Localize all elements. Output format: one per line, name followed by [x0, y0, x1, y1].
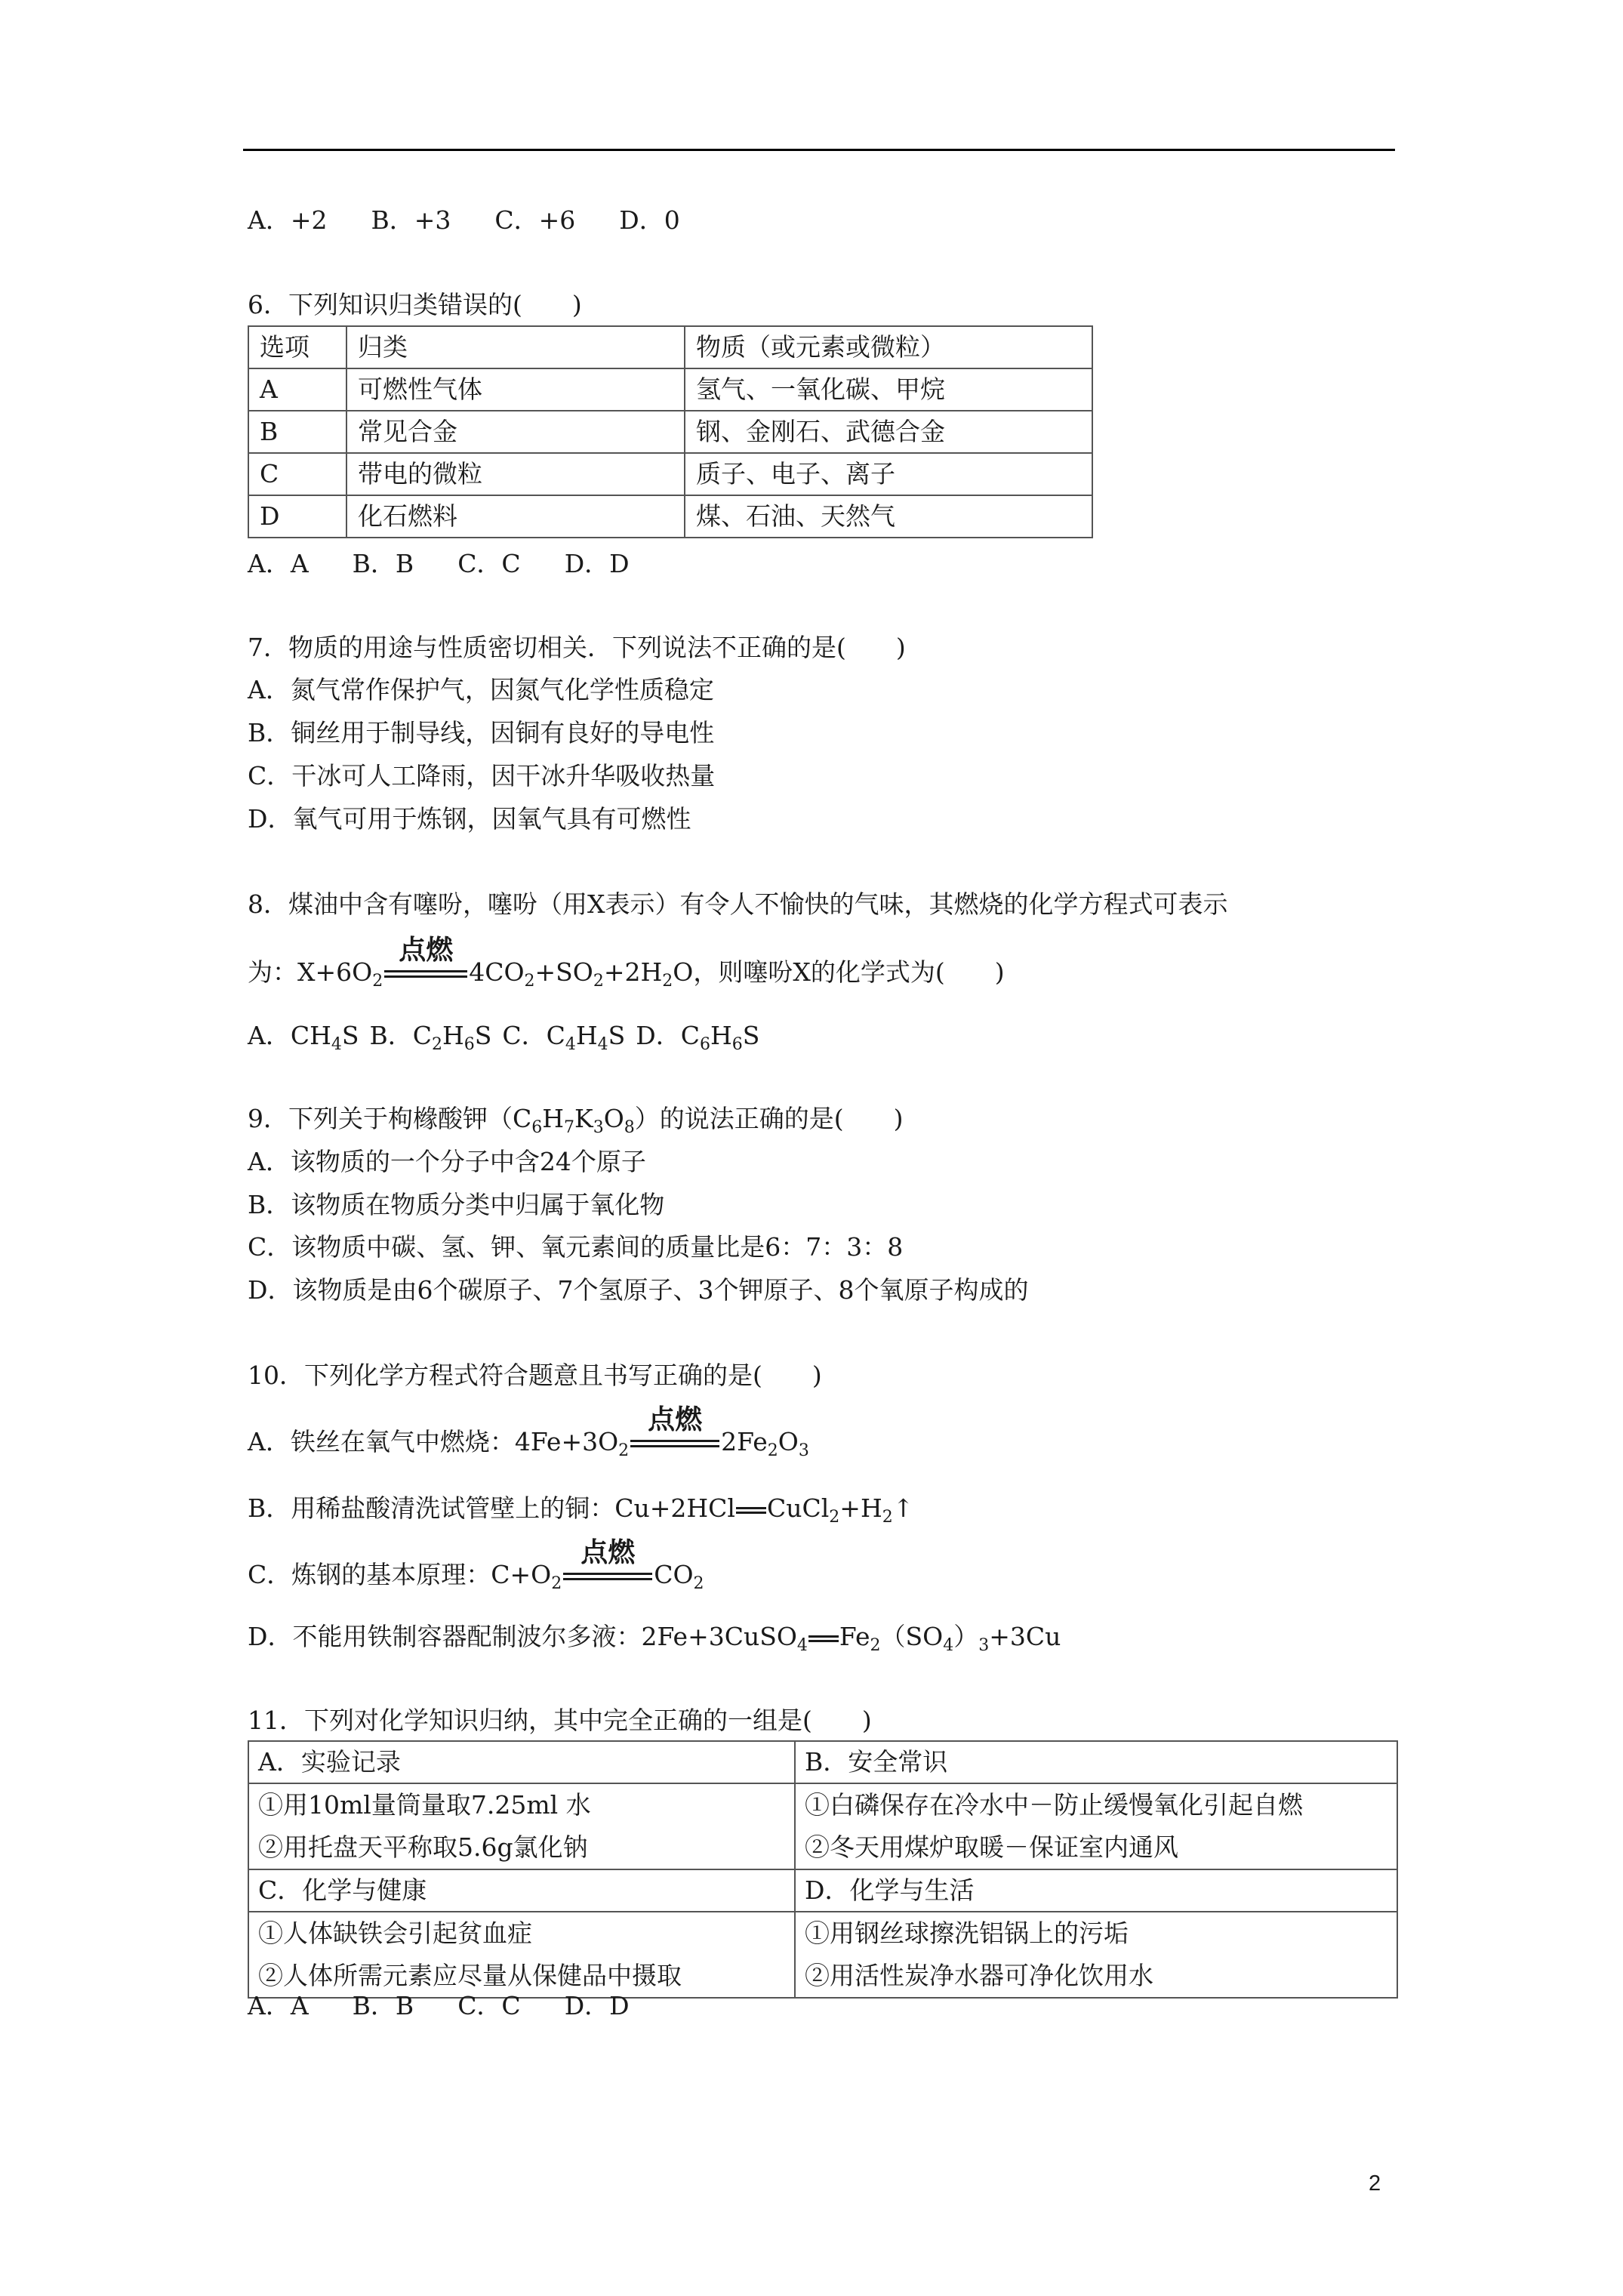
table-row	[248, 326, 1092, 368]
table-cell: B	[248, 411, 346, 453]
q5-option-c: C．+6	[494, 205, 576, 235]
q10-option-a: A．铁丝在氧气中燃烧：$4Fe+3O_2$ 点燃 $2Fe_2O_3$	[248, 1404, 809, 1460]
q11-option-c: C．C	[457, 1991, 521, 2020]
q6-option-c: C．C	[457, 549, 521, 578]
table-cell: ①用钢丝球擦洗铝锅上的污垢 ②用活性炭净水器可净化饮用水	[795, 1912, 1397, 1998]
table-row	[248, 1741, 1397, 1783]
q11-option-a: A．A	[248, 1991, 309, 2020]
table-row	[248, 1912, 1397, 1998]
table-cell: 钢、金刚石、武德合金	[685, 411, 1092, 453]
table-cell: 化石燃料	[346, 495, 685, 538]
q8-option-b: B．$C_2H_6S$	[369, 1021, 492, 1054]
header-rule	[243, 149, 1395, 151]
q10-option-b: B．用稀盐酸清洗试管壁上的铜：Cu+2HCl $CuCl_2+H_2↑$	[248, 1493, 914, 1527]
table-cell: 氢气、一氧化碳、甲烷	[685, 368, 1092, 411]
table-cell: C．化学与健康	[248, 1869, 795, 1912]
table-row	[248, 453, 1092, 495]
table-cell: ①人体缺铁会引起贫血症 ②人体所需元素应尽量从保健品中摄取	[248, 1912, 795, 1998]
q5-option-a: A．+2	[248, 205, 328, 235]
reaction-arrow	[630, 1404, 719, 1447]
table-row	[248, 1869, 1397, 1912]
q11-table	[248, 1740, 1398, 1999]
q6-options	[248, 549, 673, 579]
table-cell: 煤、石油、天然气	[685, 495, 1092, 538]
table-cell: ①用10ml量筒量取7.25ml 水 ②用托盘天平称取5.6g氯化钠	[248, 1783, 795, 1869]
q11-stem: 11．下列对化学知识归纳，其中完全正确的一组是( )	[248, 1706, 872, 1735]
table-row	[248, 368, 1092, 411]
table-cell: A	[248, 368, 346, 411]
q8-equation-line: 为：$X+6O_2$ 点燃 $4CO_2+SO_2+2H_2O$，则噻吩X的化学式为( )	[248, 935, 1005, 991]
q6-option-d: D．D	[564, 549, 630, 578]
table-cell: D．化学与生活	[795, 1869, 1397, 1912]
reaction-condition: 点燃	[648, 1404, 703, 1435]
table-header-cell: 物质（或元素或微粒）	[685, 326, 1092, 368]
table-row	[248, 495, 1092, 538]
reaction-arrow	[563, 1537, 652, 1580]
q8-options	[248, 1021, 760, 1054]
q9-option-d: D．该物质是由6个碳原子、7个氢原子、3个钾原子、8个氧原子构成的	[248, 1275, 1029, 1305]
q7-option-b: B．铜丝用于制导线，因铜有良好的导电性	[248, 718, 715, 747]
table-cell: 常见合金	[346, 411, 685, 453]
table-cell: 带电的微粒	[346, 453, 685, 495]
equals-sign	[808, 1635, 839, 1642]
table-cell: 质子、电子、离子	[685, 453, 1092, 495]
q5-option-d: D．0	[619, 205, 680, 235]
table-cell: ①白磷保存在冷水中－防止缓慢氧化引起自燃 ②冬天用煤炉取暖－保证室内通风	[795, 1783, 1397, 1869]
q5-option-b: B．+3	[371, 205, 451, 235]
q8-option-a: A．$CH_4S$	[248, 1021, 359, 1054]
q10-option-d: D．不能用铁制容器配制波尔多液：2Fe+3CuSO$_4$ $Fe_2(SO_4)_3+3Cu$	[248, 1622, 1061, 1655]
table-row	[248, 411, 1092, 453]
q9-option-b: B．该物质在物质分类中归属于氧化物	[248, 1190, 665, 1219]
q7-option-c: C．干冰可人工降雨，因干冰升华吸收热量	[248, 761, 716, 791]
q6-option-b: B．B	[352, 549, 414, 578]
q8-stem-line1: 8．煤油中含有噻吩，噻吩（用X表示）有令人不愉快的气味，其燃烧的化学方程式可表示	[248, 889, 1228, 919]
q9-option-a: A．该物质的一个分子中含24个原子	[248, 1147, 646, 1176]
q8-option-c: C．$C_4H_4S$	[502, 1021, 626, 1054]
q9-option-c: C．该物质中碳、氢、钾、氧元素间的质量比是6：7：3：8	[248, 1232, 904, 1262]
equals-sign	[736, 1507, 766, 1514]
table-header-cell: 选项	[248, 326, 346, 368]
q10-stem: 10．下列化学方程式符合题意且书写正确的是( )	[248, 1361, 822, 1390]
q5-options	[248, 205, 724, 236]
reaction-arrow	[384, 935, 467, 978]
table-cell: C	[248, 453, 346, 495]
table-cell: D	[248, 495, 346, 538]
table-cell: A．实验记录	[248, 1741, 795, 1783]
q11-option-d: D．D	[564, 1991, 630, 2020]
gas-arrow-icon: ↑	[892, 1493, 914, 1523]
q6-option-a: A．A	[248, 549, 309, 578]
table-cell: B．安全常识	[795, 1741, 1397, 1783]
table-row	[248, 1783, 1397, 1869]
table-cell: 可燃性气体	[346, 368, 685, 411]
q7-stem: 7．物质的用途与性质密切相关．下列说法不正确的是( )	[248, 633, 906, 662]
q6-table	[248, 325, 1093, 538]
q9-stem: 9．下列关于枸橼酸钾$(C_6H_7K_3O_8)$的说法正确的是( )	[248, 1104, 904, 1137]
table-header-cell: 归类	[346, 326, 685, 368]
q11-options	[248, 1991, 673, 2021]
q6-stem: 6．下列知识归类错误的( )	[248, 290, 582, 319]
q10-option-c: C．炼钢的基本原理：$C+O_2$ 点燃 $CO_2$	[248, 1537, 704, 1593]
q8-option-d: D．$C_6H_6S$	[636, 1021, 760, 1054]
q11-option-b: B．B	[352, 1991, 414, 2020]
page-number: 2	[1369, 2171, 1381, 2196]
q7-option-a: A．氮气常作保护气，因氮气化学性质稳定	[248, 675, 714, 704]
reaction-condition: 点燃	[581, 1537, 636, 1568]
reaction-condition: 点燃	[399, 935, 454, 966]
q7-option-d: D．氧气可用于炼钢，因氧气具有可燃性	[248, 804, 691, 834]
